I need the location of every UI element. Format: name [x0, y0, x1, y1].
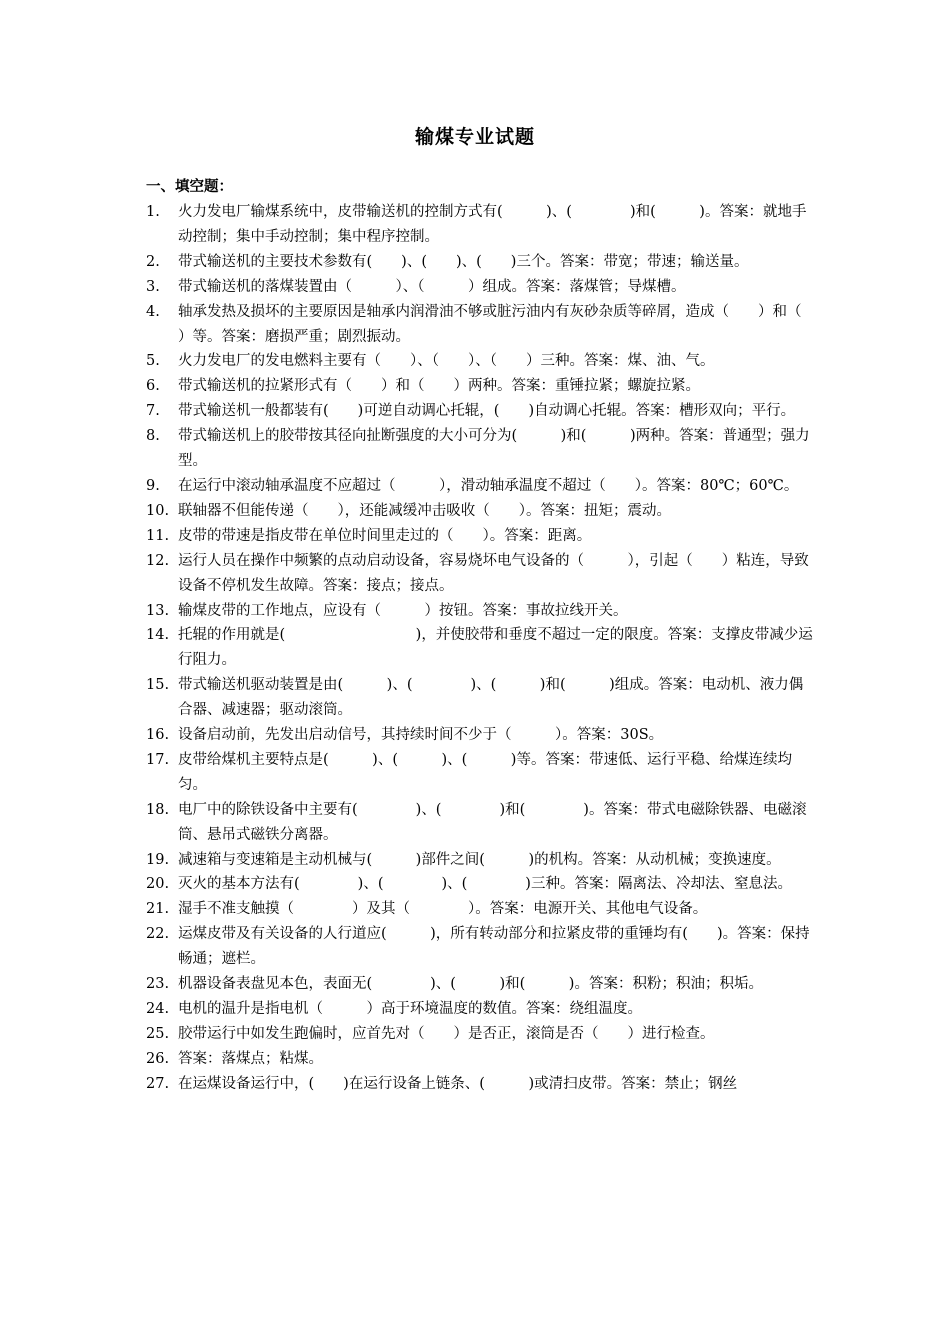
question-number: 25.	[146, 1025, 170, 1042]
question-item	[0, 524, 814, 549]
question-text: 带式输送机的落煤装置由（ ）、（ ）组成。答案：落煤管；导煤槽。	[178, 278, 686, 295]
question-text: 减速箱与变速箱是主动机械与( )部件之间( )的机构。答案：从动机械；变换速度。	[178, 851, 781, 868]
question-text: 电厂中的除铁设备中主要有( )、( )和( )。答案：带式电磁除铁器、电磁滚筒、悬吊式磁铁分离器。	[178, 801, 807, 843]
question-text: 火力发电厂输煤系统中，皮带输送机的控制方式有( )、( )和( )。答案：就地手动控制；集中手动控制；集中程序控制。	[178, 204, 807, 245]
question-item	[0, 275, 814, 300]
question-item	[0, 474, 814, 499]
question-number: 5.	[146, 353, 160, 370]
question-number: 24.	[146, 1001, 170, 1017]
question-item	[0, 374, 814, 399]
question-text: 电机的温升是指电机（ ）高于环境温度的数值。答案：绕组温度。	[178, 1001, 642, 1017]
question-number: 15.	[146, 677, 170, 694]
question-number: 22.	[146, 926, 170, 943]
question-text: 运行人员在操作中频繁的点动启动设备，容易烧坏电气设备的（ ），引起（ ）粘连，导致设备不停机发生故障。答案：接点；接点。	[178, 552, 809, 594]
document-title: 输煤专业试题	[414, 126, 535, 148]
question-number: 27.	[146, 1075, 170, 1092]
question-item	[0, 250, 814, 275]
question-item	[0, 848, 814, 873]
question-text: 胶带运行中如发生跑偏时，应首先对（ ）是否正，滚筒是否（ ）进行检查。	[178, 1025, 715, 1042]
question-text: 设备启动前，先发出启动信号，其持续时间不少于（ ）。答案：30S。	[178, 727, 664, 744]
question-text: 答案：落煤点；粘煤。	[178, 1050, 323, 1067]
question-number: 1.	[146, 204, 160, 220]
question-text: 轴承发热及损坏的主要原因是轴承内润滑油不够或脏污油内有灰砂杂质等碎屑，造成（ ）和（ ）等。答案：磨损严重；剧烈振动。	[178, 303, 845, 345]
question-number: 12.	[146, 552, 170, 569]
question-text: 联轴器不但能传递（ ），还能减缓冲击吸收（ ）。答案：扭矩；震动。	[178, 502, 671, 519]
question-number: 11.	[146, 527, 170, 544]
question-number: 16.	[146, 727, 170, 744]
question-item	[0, 399, 814, 424]
question-item	[0, 200, 814, 250]
question-item	[0, 599, 814, 624]
question-text: 带式输送机驱动装置是由( )、( )、( )和( )组成。答案：电动机、液力偶合器、减速器；驱动滚筒。	[178, 677, 804, 719]
question-item	[0, 1047, 814, 1072]
question-text: 在运行中滚动轴承温度不应超过（ ），滑动轴承温度不超过（ ）。答案：80℃；60℃。	[178, 477, 799, 494]
section-heading: 一、填空题：	[146, 179, 233, 195]
question-number: 13.	[146, 602, 170, 619]
question-text: 机器设备表盘见本色，表面无( )、( )和( )。答案：积粉；积油；积垢。	[178, 976, 763, 993]
question-item	[0, 972, 814, 997]
question-number: 17.	[146, 751, 170, 768]
question-text: 在运煤设备运行中，( )在运行设备上链条、( )或清扫皮带。答案：禁止；钢丝	[178, 1075, 738, 1092]
question-item	[0, 922, 814, 972]
question-number: 8.	[146, 428, 160, 445]
question-item	[0, 300, 845, 350]
question-text: 带式输送机上的胶带按其径向扯断强度的大小可分为( )和( )两种。答案：普通型；强力型。	[178, 428, 810, 470]
question-text: 皮带给煤机主要特点是( )、( )、( )等。答案：带速低、运行平稳、给煤连续均匀。	[178, 751, 792, 793]
question-item	[0, 1022, 814, 1047]
question-number: 7.	[146, 403, 160, 420]
question-number: 19.	[146, 851, 170, 868]
question-number: 26.	[146, 1050, 170, 1067]
question-number: 10.	[146, 502, 170, 519]
question-item	[0, 623, 814, 673]
question-number: 14.	[146, 627, 170, 644]
question-text: 皮带的带速是指皮带在单位时间里走过的（ ）。答案：距离。	[178, 527, 592, 544]
question-item	[0, 997, 814, 1022]
question-item	[0, 748, 814, 798]
question-item	[0, 872, 814, 897]
question-number: 6.	[146, 378, 160, 395]
question-text: 带式输送机一般都装有( )可逆自动调心托辊，( )自动调心托辊。答案：槽形双向；平行。	[178, 403, 796, 420]
question-text: 湿手不准支触摸（ ）及其（ ）。答案：电源开关、其他电气设备。	[178, 901, 708, 918]
question-item	[0, 673, 814, 723]
question-text: 带式输送机的拉紧形式有（ ）和（ ）两种。答案：重锤拉紧；螺旋拉紧。	[178, 378, 700, 395]
question-item	[0, 897, 814, 922]
question-item	[0, 549, 814, 599]
question-text: 火力发电厂的发电燃料主要有（ ）、（ ）、（ ）三种。答案：煤、油、气。	[178, 353, 715, 370]
question-number: 23.	[146, 976, 170, 993]
question-number: 9.	[146, 477, 160, 494]
question-text: 托辊的作用就是( )，并使胶带和垂度不超过一定的限度。答案：支撑皮带减少运行阻力。	[178, 627, 813, 669]
question-list	[0, 200, 950, 1097]
question-number: 21.	[146, 901, 170, 918]
question-item	[0, 424, 814, 474]
question-number: 3.	[146, 278, 160, 295]
question-item	[0, 1072, 814, 1097]
question-item	[0, 349, 814, 374]
question-text: 带式输送机的主要技术参数有( )、( )、( )三个。答案：带宽；带速；输送量。	[178, 253, 749, 270]
question-text: 灭火的基本方法有( )、( )、( )三种。答案：隔离法、冷却法、窒息法。	[178, 876, 792, 893]
question-number: 20.	[146, 876, 170, 893]
question-item	[0, 798, 814, 848]
question-number: 4.	[146, 303, 160, 320]
question-number: 2.	[146, 253, 160, 270]
question-text: 输煤皮带的工作地点，应设有（ ）按钮。答案：事故拉线开关。	[178, 602, 628, 619]
question-item	[0, 723, 814, 748]
question-text: 运煤皮带及有关设备的人行道应( )，所有转动部分和拉紧皮带的重锤均有( )。答案：保持畅通；遮栏。	[178, 926, 810, 968]
question-item	[0, 499, 814, 524]
question-number: 18.	[146, 801, 170, 818]
